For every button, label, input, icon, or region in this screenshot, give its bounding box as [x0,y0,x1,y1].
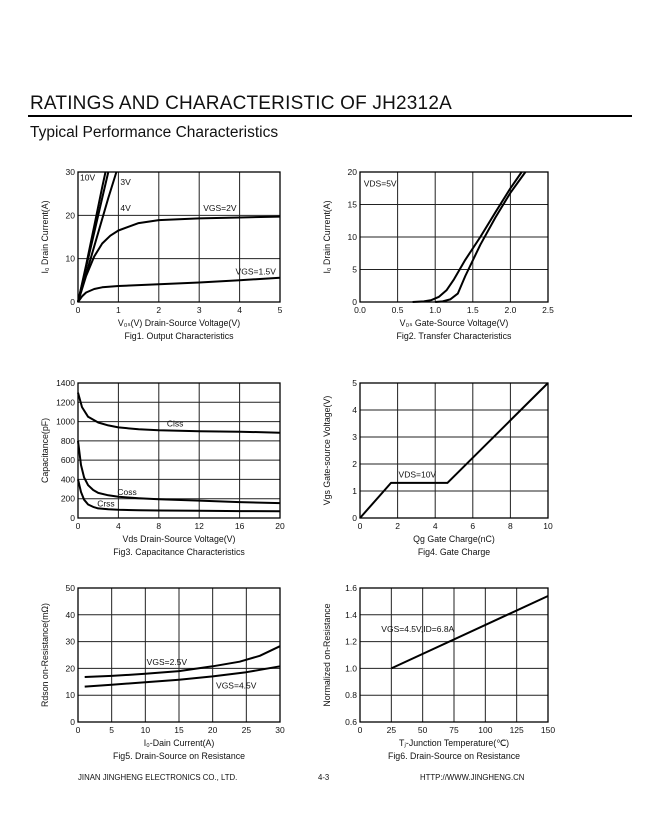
fig4-x-tick-label: 6 [470,521,476,531]
fig6-y-axis-label: Normalized on-Resistance [322,603,332,707]
fig3-y-tick-label: 800 [60,435,75,446]
fig4-y-tick-label: 2 [352,459,357,469]
page-title: RATINGS AND CHARACTERISTIC OF JH2312A [30,93,452,114]
fig3-x-tick-label: 8 [156,521,162,531]
fig6-x-tick-label: 100 [478,725,493,735]
fig1-series-vgs-2v [78,217,280,302]
page-subtitle: Typical Performance Characteristics [30,124,279,141]
fig3-x-tick-label: 16 [234,521,245,531]
footer-page-number: 4-3 [318,773,330,782]
footer-company: JINAN JINGHENG ELECTRONICS CO., LTD. [78,773,238,782]
fig5-y-axis-label: Rdson on-Resistance(mΩ) [40,603,50,707]
fig5-caption: Fig5. Drain-Source on Resistance [112,751,246,761]
fig5-x-tick-label: 20 [207,725,218,735]
fig2-x-tick-label: 0.0 [354,305,366,315]
fig2-x-axis-label: V₀ₛ Gate-Source Voltage(V) [399,318,509,328]
fig3-caption: Fig3. Capacitance Characteristics [113,547,245,557]
fig4-x-tick-label: 8 [508,521,513,531]
fig3-x-tick-label: 0 [75,521,81,531]
fig3-x-tick-label: 12 [194,521,204,531]
fig2-y-tick-label: 20 [347,167,357,177]
fig1-y-tick-label: 10 [65,253,75,264]
fig5-y-tick-label: 10 [65,690,75,701]
fig3-annotation: Crss [97,498,115,509]
fig2-annotation: VDS=5V [363,178,397,189]
fig3-annotation: Ciss [166,418,184,429]
fig1-x-tick-label: 5 [277,305,283,315]
fig2-x-tick-label: 0.5 [391,305,404,315]
fig6-y-tick-label: 1.2 [345,636,357,647]
fig2-x-tick-label: 2.0 [504,305,517,315]
fig5-y-tick-label: 40 [65,609,75,620]
fig5-annotation: VGS=4.5V [216,680,257,691]
fig3-y-tick-label: 0 [70,513,75,523]
fig6-x-tick-label: 75 [449,725,459,735]
fig2-x-tick-label: 2.5 [542,305,554,315]
fig1-annotation: 4V [120,203,131,213]
fig3-y-tick-label: 600 [60,455,75,466]
fig4-plot-frame [360,383,548,518]
fig3-y-tick-label: 200 [60,493,75,504]
fig1-y-tick-label: 30 [65,167,75,177]
fig4-caption: Fig4. Gate Charge [417,547,491,557]
fig2-y-tick-label: 15 [347,199,357,210]
fig4-x-tick-label: 0 [357,521,363,531]
footer-website: HTTP://WWW.JINGHENG.CN [420,773,525,782]
fig1-caption: Fig1. Output Characteristics [124,331,234,341]
fig4-annotation: VDS=10V [398,469,437,480]
fig1-x-tick-label: 0 [75,305,81,315]
fig3-y-tick-label: 1000 [56,416,75,427]
fig1-y-axis-label: I₀ Drain Current(A) [40,200,50,274]
fig6-x-tick-label: 25 [386,725,397,735]
fig2-y-tick-label: 0 [352,297,357,307]
fig3-y-tick-label: 400 [60,474,75,485]
fig4-y-axis-label: Vgs Gate-source Voltage(V) [322,395,332,506]
fig4-x-tick-label: 4 [432,521,438,531]
fig4-y-tick-label: 1 [352,486,357,496]
fig2-y-tick-label: 5 [352,264,357,275]
fig6-y-tick-label: 1.6 [345,583,357,593]
fig3-x-axis-label: Vds Drain-Source Voltage(V) [122,534,236,544]
fig6-y-tick-label: 1.0 [345,663,357,674]
fig6-y-tick-label: 1.4 [345,609,357,620]
fig5-y-tick-label: 50 [65,583,75,593]
fig5-x-axis-label: I₀-Dain Current(A) [143,738,215,748]
fig6-x-tick-label: 50 [417,725,428,735]
fig5-x-tick-label: 30 [275,725,285,735]
fig2-x-tick-label: 1.5 [466,305,479,315]
fig6-x-tick-label: 0 [357,725,363,735]
fig5-y-tick-label: 30 [65,636,75,647]
fig1-x-tick-label: 2 [156,305,162,315]
fig5-x-tick-label: 0 [75,725,81,735]
fig6-y-tick-label: 0.8 [345,690,357,701]
fig1-series-vgs-1-5v [78,278,280,302]
fig5-annotation: VGS=2.5V [146,657,188,668]
fig5-x-tick-label: 10 [140,725,151,735]
fig1-x-axis-label: V₀ₛ(V) Drain-Source Voltage(V) [117,318,241,328]
fig5-x-tick-label: 15 [174,725,184,735]
fig4-x-axis-label: Qg Gate Charge(nC) [413,534,495,544]
fig6-y-tick-label: 0.6 [345,717,357,727]
fig1-x-tick-label: 3 [196,305,202,315]
fig4-x-tick-label: 10 [543,521,553,531]
fig2-caption: Fig2. Transfer Characteristics [396,331,512,341]
fig2-y-axis-label: I₀ Drain Current(A) [322,200,332,274]
fig5-y-tick-label: 0 [70,717,75,727]
fig3-y-axis-label: Capacitance(pF) [40,417,50,484]
fig1-x-tick-label: 1 [116,305,121,315]
fig4-y-tick-label: 5 [352,378,357,388]
fig6-caption: Fig6. Drain-Source on Resistance [387,751,521,761]
fig3-series-coss [78,441,280,503]
fig4-y-tick-label: 0 [352,513,357,523]
fig3-x-tick-label: 4 [116,521,121,531]
fig3-x-tick-label: 20 [275,521,285,531]
fig5-y-tick-label: 20 [65,663,75,674]
fig3-annotation: Coss [117,486,137,497]
fig5-x-tick-label: 25 [241,725,252,735]
fig6-x-tick-label: 150 [540,725,556,735]
fig6-annotation: VGS=4.5V,ID=6.8A [381,624,455,635]
fig6-x-axis-label: Tⱼ-Junction Temperature(℃) [398,738,510,748]
fig5-x-tick-label: 5 [109,725,115,735]
fig4-y-tick-label: 4 [352,405,357,415]
fig1-annotation: VGS=2V [203,203,237,213]
fig1-annotation: 3V [120,177,131,187]
fig1-y-tick-label: 0 [70,297,75,307]
fig1-y-tick-label: 20 [65,210,75,221]
fig1-annotation: 10V [80,172,96,183]
fig3-y-tick-label: 1200 [56,397,75,408]
fig4-series-vgs [360,383,548,518]
fig3-y-tick-label: 1400 [56,378,75,388]
fig1-x-tick-label: 4 [237,305,242,315]
fig6-x-tick-label: 125 [509,725,524,735]
fig4-y-tick-label: 3 [352,432,357,442]
fig4-x-tick-label: 2 [395,521,400,531]
fig2-x-tick-label: 1.0 [429,305,442,315]
fig2-y-tick-label: 10 [347,232,357,242]
fig1-series-4v [78,172,106,302]
fig1-annotation: VGS=1.5V [235,266,276,277]
